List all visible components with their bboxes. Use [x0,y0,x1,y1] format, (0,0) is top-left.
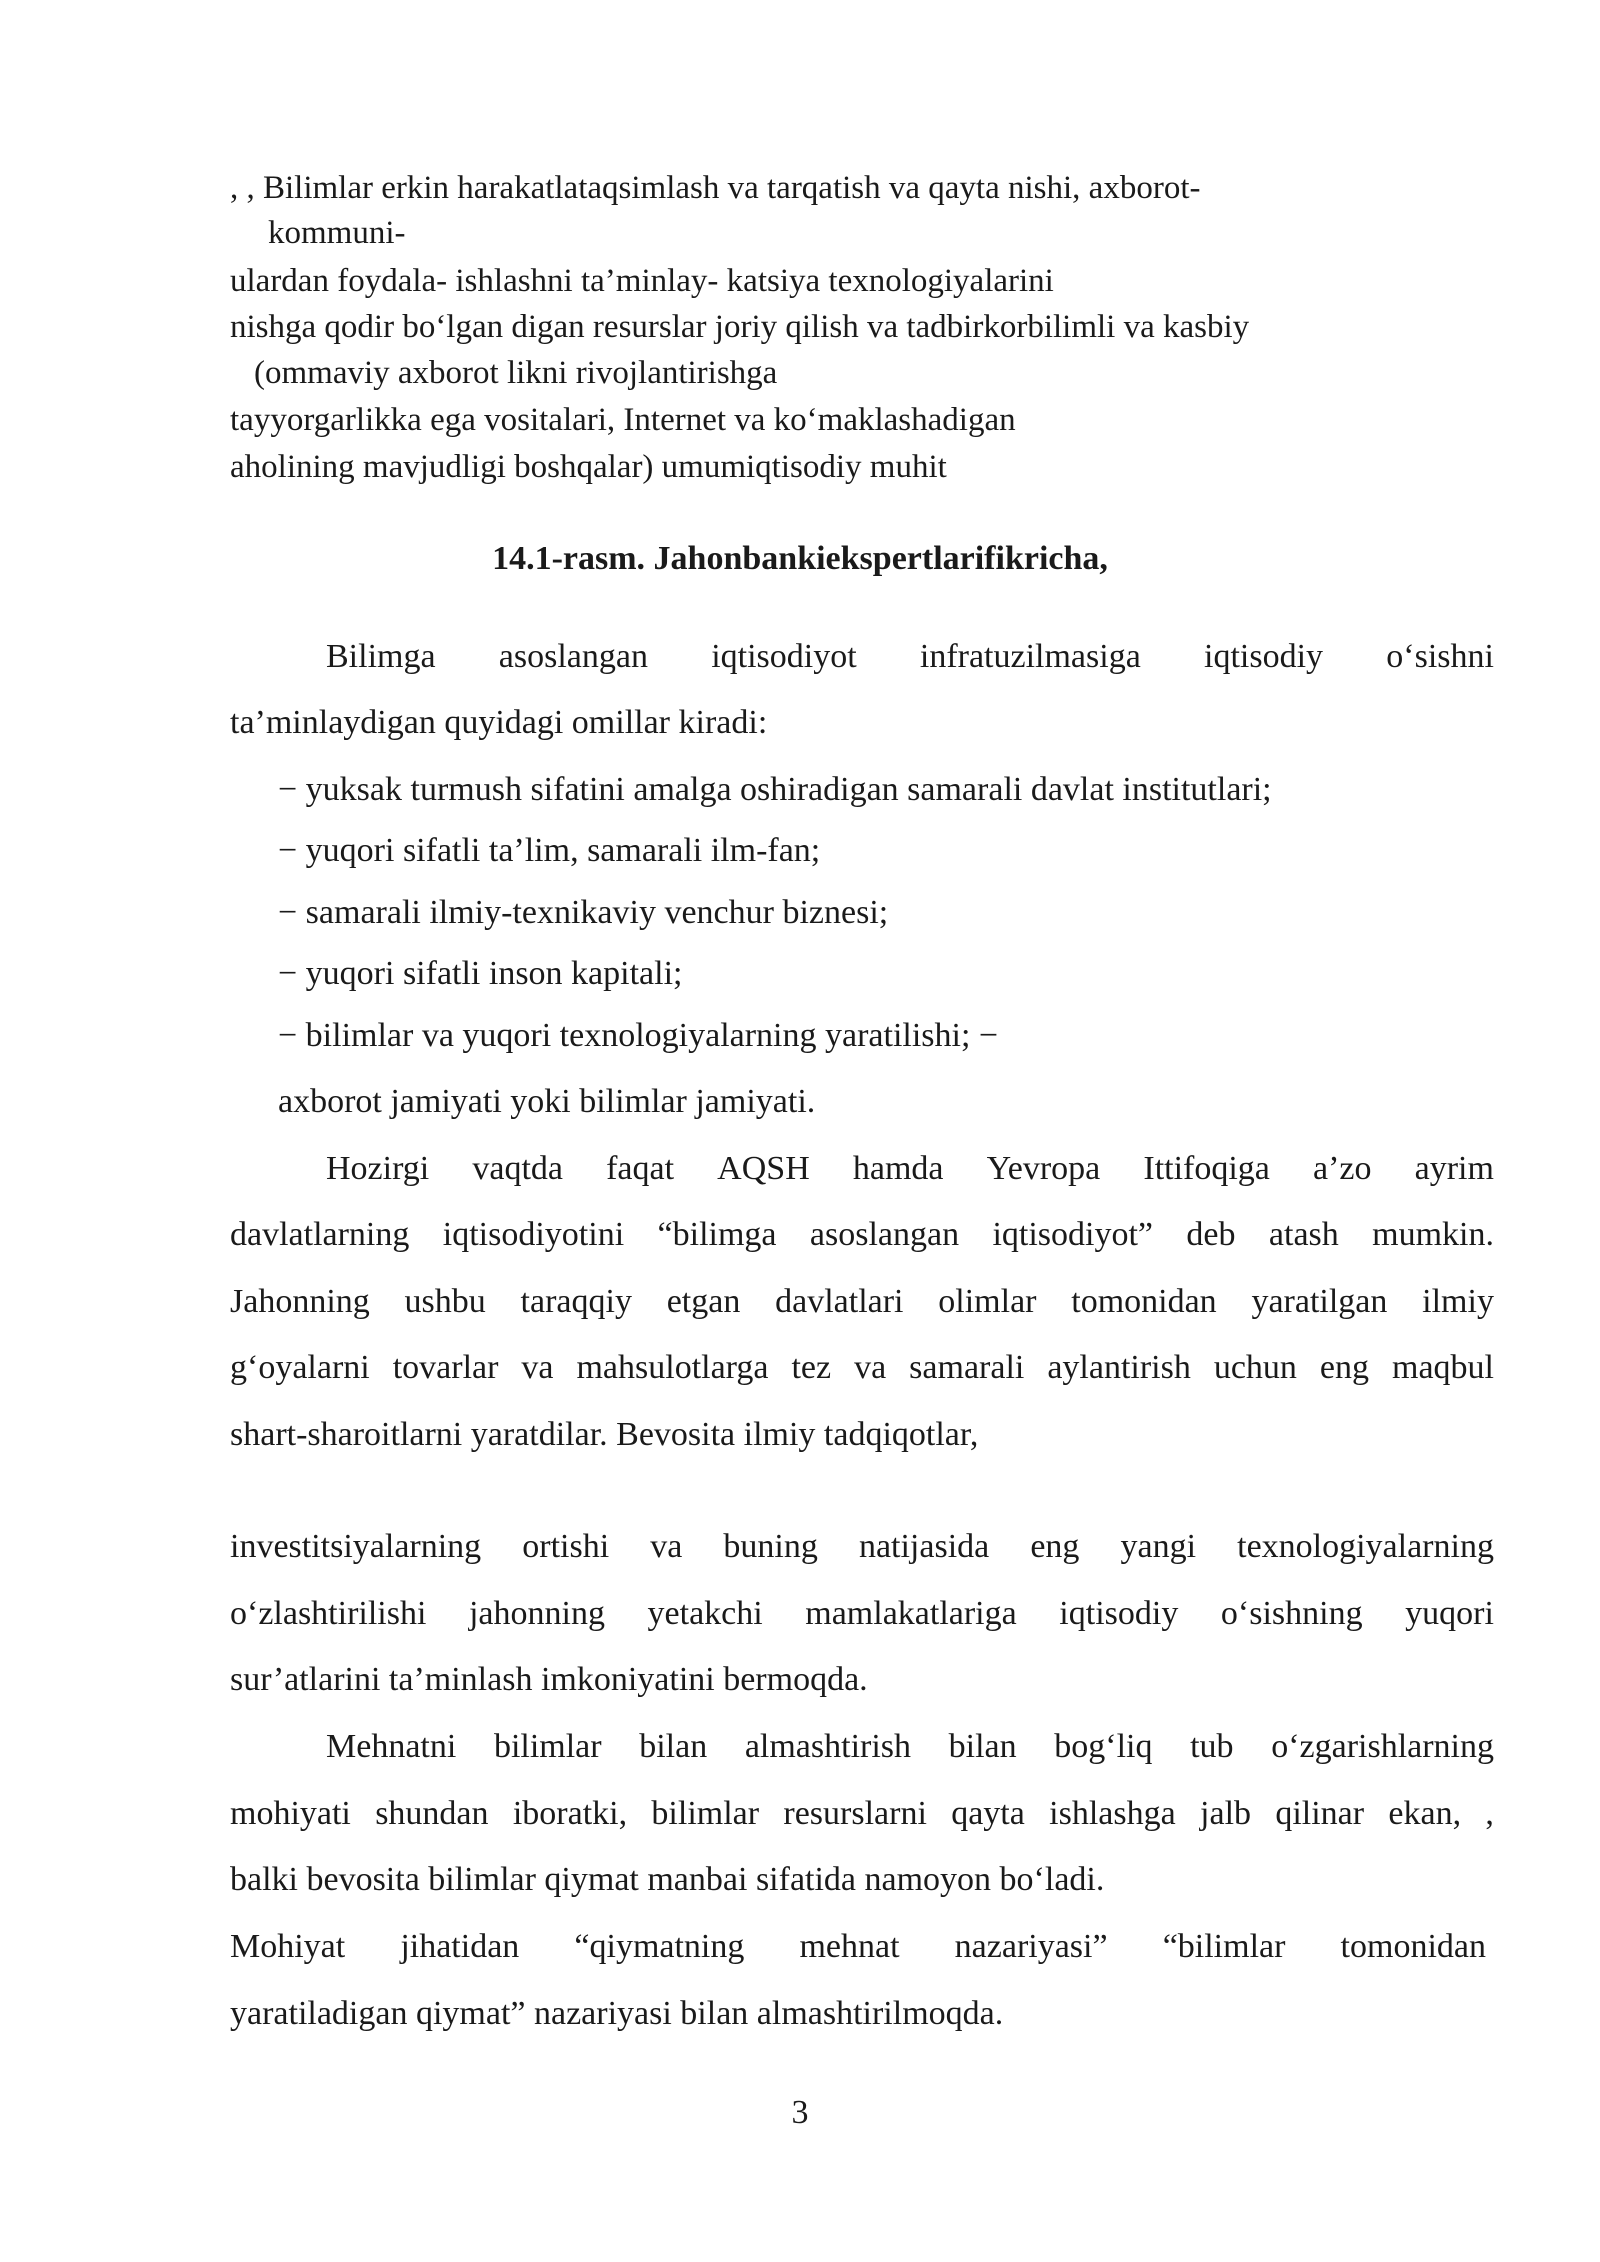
word: a’zo [1313,1150,1372,1187]
word: iqtisodiyot [711,638,857,675]
word: jihatidan [400,1928,520,1965]
word: Hozirgi [326,1150,430,1187]
word: jalb [1200,1795,1252,1832]
word: iqtisodiyotini [442,1216,625,1253]
word: atash [1268,1216,1339,1253]
word: samarali [909,1349,1025,1386]
word: eng [1319,1349,1370,1386]
word: tomonidan [1340,1928,1486,1965]
paragraph-line [230,1527,1494,1567]
word: bilan [639,1728,708,1765]
word: mehnat [799,1928,900,1965]
word: texnologiyalarning [1237,1528,1494,1565]
paragraph-line [230,1215,1494,1255]
word: natijasida [858,1528,990,1565]
figure-text-line: kommuni- [268,215,406,251]
word: va [650,1528,683,1565]
word: g‘oyalarni [230,1349,370,1386]
figure-text-line: nishga qodir bo‘lgan digan resurslar joriy qilish va tadbirkorbilimli va kasbiy [230,309,1250,345]
paragraph-line [230,1594,1494,1634]
word: tez [791,1349,832,1386]
page-number: 3 [791,2094,809,2131]
word: tovarlar [392,1349,499,1386]
paragraph-line [230,1348,1494,1388]
word: davlatlari [775,1283,904,1320]
word: maqbul [1392,1349,1494,1386]
paragraph-line [230,1794,1494,1834]
word: infratuzilmasiga [919,638,1141,675]
paragraph-line [326,637,1494,677]
word: Mohiyat [230,1928,346,1965]
word: Mehnatni [326,1728,457,1765]
word: , [1485,1795,1494,1832]
word: o‘sishni [1386,638,1494,675]
figure-text-line: (ommaviy axborot likni rivojlantirishga [254,355,778,391]
word: faqat [606,1150,675,1187]
list-item: axborot jamiyati yoki bilimlar jamiyati. [278,1083,816,1120]
paragraph-line [230,1927,1486,1967]
paragraph-line [230,1282,1494,1322]
word: mahsulotlarga [576,1349,769,1386]
word: davlatlarning [230,1216,410,1253]
word: o‘sishning [1220,1595,1363,1632]
word: AQSH [717,1150,810,1187]
figure-text-line: aholining mavjudligi boshqalar) umumiqtisodiy muhit [230,449,947,485]
figure-text-line: tayyorgarlikka ega vositalari, Internet va ko‘maklashadigan [230,402,1016,438]
word: eng [1030,1528,1080,1565]
word: olimlar [938,1283,1037,1320]
list-item: − yuqori sifatli inson kapitali; [278,955,683,992]
word: “bilimlar [1162,1928,1286,1965]
word: mumkin. [1372,1216,1494,1253]
word: yangi [1120,1528,1197,1565]
word: aylantirish [1047,1349,1191,1386]
word: uchun [1213,1349,1297,1386]
word: nazariyasi” [954,1928,1108,1965]
word: vaqtda [472,1150,563,1187]
word: bog‘liq [1054,1728,1153,1765]
paragraph-line: yaratiladigan qiymat” nazariyasi bilan almashtirilmoqda. [230,1995,1004,2032]
word: iqtisodiy [1204,638,1324,675]
word: ekan, [1388,1795,1462,1832]
word: hamda [852,1150,944,1187]
figure-text-line: ulardan foydala- ishlashni ta’minlay- katsiya texnologiyalarini [230,263,1054,299]
word: resurslarni [783,1795,927,1832]
word: ayrim [1414,1150,1494,1187]
word: buning [723,1528,818,1565]
word: asoslangan [809,1216,960,1253]
word: Ittifoqiga [1143,1150,1270,1187]
word: o‘zlashtirilishi [230,1595,427,1632]
figure-caption: 14.1-rasm. Jahonbankiekspertlarifikricha, [492,540,1108,577]
word: jahonning [468,1595,605,1632]
list-item: − bilimlar va yuqori texnologiyalarning yaratilishi; − [278,1017,999,1054]
paragraph-line: balki bevosita bilimlar qiymat manbai sifatida namoyon bo‘ladi. [230,1861,1105,1898]
word: Bilimga [326,638,436,675]
word: tomonidan [1071,1283,1217,1320]
word: qilinar [1275,1795,1365,1832]
word: yaratilgan [1251,1283,1388,1320]
word: deb [1186,1216,1236,1253]
word: mamlakatlariga [805,1595,1017,1632]
word: iqtisodiy [1059,1595,1179,1632]
word: etgan [666,1283,741,1320]
word: yetakchi [647,1595,763,1632]
word: almashtirish [744,1728,912,1765]
paragraph-line [326,1727,1494,1767]
word: asoslangan [498,638,648,675]
word: tub [1190,1728,1234,1765]
word: va [521,1349,554,1386]
word: o‘zgarishlarning [1271,1728,1494,1765]
word: va [854,1349,887,1386]
word: ushbu [404,1283,486,1320]
paragraph-line: shart-sharoitlarni yaratdilar. Bevosita ilmiy tadqiqotlar, [230,1416,979,1453]
list-item: − yuksak turmush sifatini amalga oshiradigan samarali davlat institutlari; [278,771,1272,808]
word: investitsiyalarning [230,1528,482,1565]
word: Yevropa [986,1150,1101,1187]
word: ishlashga [1049,1795,1176,1832]
list-item: − yuqori sifatli ta’lim, samarali ilm-fan; [278,832,821,869]
word: ortishi [522,1528,610,1565]
figure-text-line: , , Bilimlar erkin harakatlataqsimlash va tarqatish va qayta nishi, axborot- [230,170,1201,206]
word: yuqori [1405,1595,1494,1632]
word: mohiyati [230,1795,351,1832]
paragraph-line: sur’atlarini ta’minlash imkoniyatini bermoqda. [230,1661,868,1698]
word: shundan [375,1795,489,1832]
word: bilimlar [651,1795,760,1832]
word: taraqqiy [520,1283,632,1320]
word: “bilimga [657,1216,777,1253]
list-item: − samarali ilmiy-texnikaviy venchur biznesi; [278,894,889,931]
word: “qiymatning [574,1928,745,1965]
paragraph-line: ta’minlaydigan quyidagi omillar kiradi: [230,704,768,741]
word: bilimlar [493,1728,602,1765]
word: iboratki, [512,1795,628,1832]
paragraph-line [326,1149,1494,1189]
word: bilan [948,1728,1017,1765]
word: ilmiy [1422,1283,1494,1320]
word: iqtisodiyot” [992,1216,1154,1253]
word: Jahonning [230,1283,370,1320]
word: qayta [951,1795,1025,1832]
